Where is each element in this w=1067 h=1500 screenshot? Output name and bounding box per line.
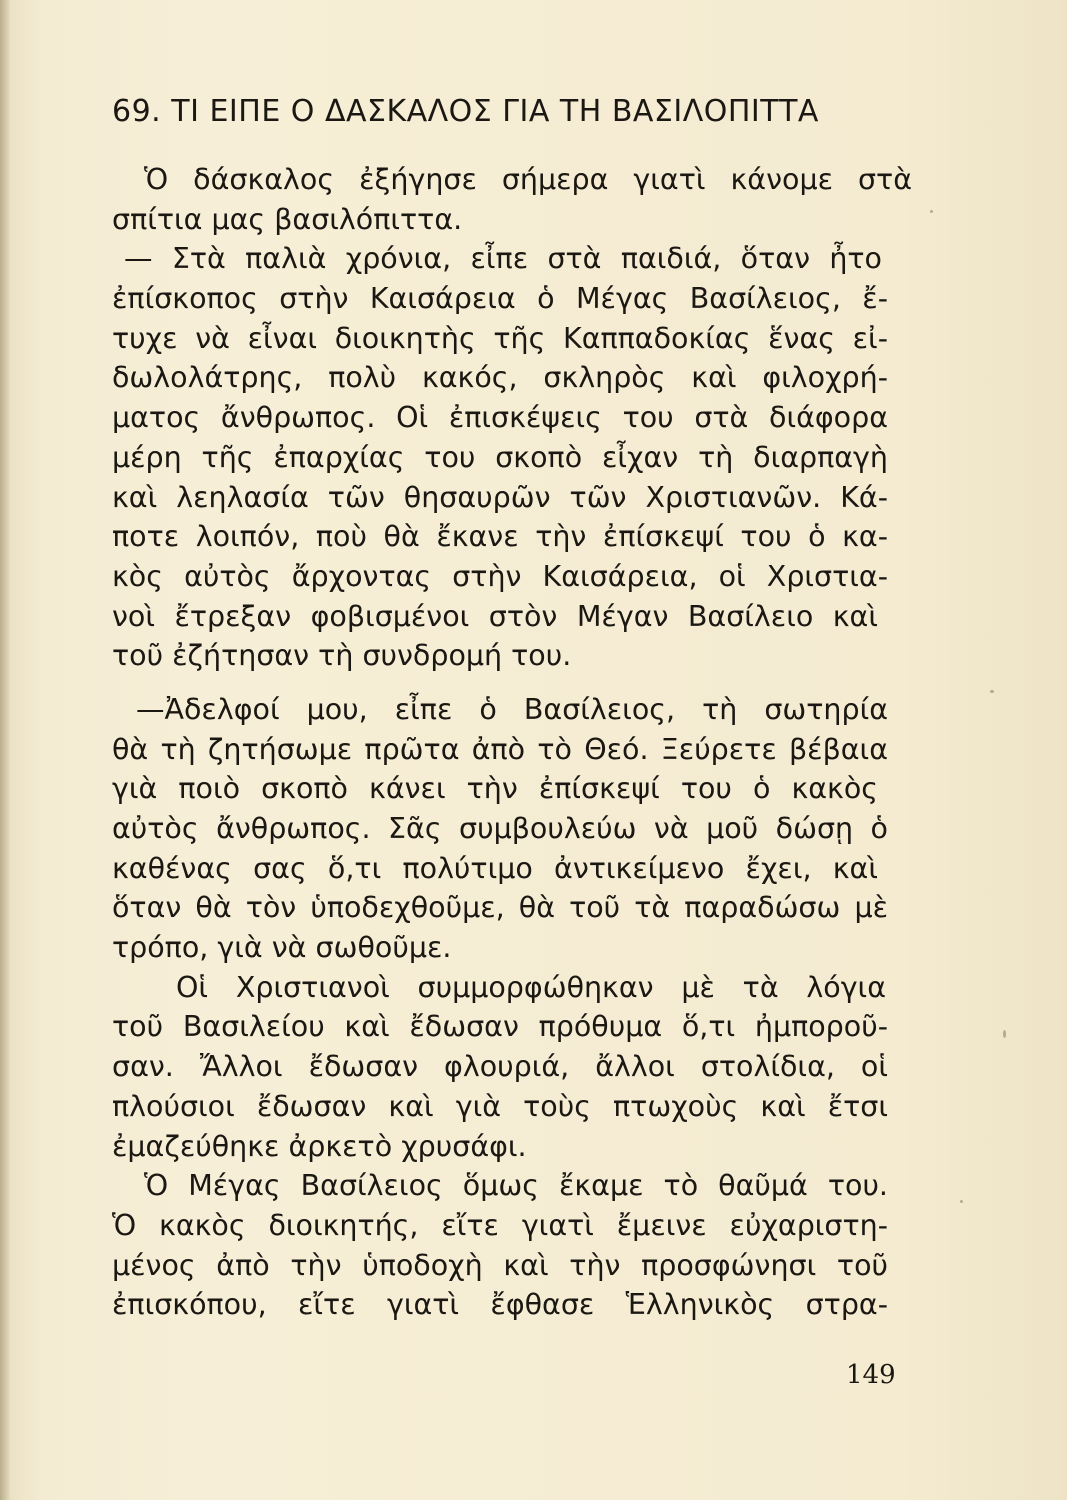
chapter-title: 69. ΤΙ ΕΙΠΕ Ο ΔΑΣΚΑΛΟΣ ΓΙΑ ΤΗ ΒΑΣΙΛΟΠΙΤΤΑ — [112, 94, 819, 129]
text-line: μένος ἀπὸ τὴν ὑποδοχὴ καὶ τὴν προσφώνησι τοῦ — [112, 1248, 888, 1282]
paper-speck — [990, 690, 994, 693]
text-line: σπίτια μας βασιλόπιττα. — [112, 202, 463, 236]
text-line: πλούσιοι ἔδωσαν καὶ γιὰ τοὺς πτωχοὺς καὶ ἔτσι — [112, 1089, 888, 1123]
text-line: ἐπισκόπου, εἴτε γιατὶ ἔφθασε Ἑλληνικὸς στρα- — [112, 1288, 888, 1322]
paper-speck — [960, 1200, 963, 1203]
text-line: Ὁ κακὸς διοικητής, εἴτε γιατὶ ἔμεινε εὐχαριστη- — [112, 1208, 888, 1242]
text-line: ἐπίσκοπος στὴν Καισάρεια ὁ Μέγας Βασίλειος, ἔ- — [112, 282, 888, 316]
body-text — [112, 160, 912, 1325]
text-line: δωλολάτρης, πολὺ κακός, σκληρὸς καὶ φιλοχρή- — [112, 361, 888, 395]
text-line: αὐτὸς ἄνθρωπος. Σᾶς συμβουλεύω νὰ μοῦ δώσῃ ὁ — [112, 812, 888, 845]
paper-speck — [1003, 1030, 1006, 1038]
text-line: τοῦ Βασιλείου καὶ ἔδωσαν πρόθυμα ὅ,τι ἠμποροῦ- — [112, 1010, 888, 1044]
text-line: —Ἀδελφοί μου, εἶπε ὁ Βασίλειος, τὴ σωτηρία — [136, 692, 888, 726]
text-line: — Στὰ παλιὰ χρόνια, εἶπε στὰ παιδιά, ὅταν ἦτο — [124, 242, 882, 276]
page-spine-shadow — [0, 0, 10, 1500]
text-line: νοὶ ἔτρεξαν φοβισμένοι στὸν Μέγαν Βασίλειο καὶ — [112, 599, 878, 633]
text-line: γιὰ ποιὸ σκοπὸ κάνει τὴν ἐπίσκεψί του ὁ κακὸς — [112, 772, 878, 806]
text-line: καθένας σας ὅ,τι πολύτιμο ἀντικείμενο ἔχει, καὶ — [112, 851, 878, 885]
text-line: Ὁ δάσκαλος ἐξήγησε σήμερα γιατὶ κάνομε στὰ — [144, 163, 912, 196]
text-line: μέρη τῆς ἐπαρχίας του σκοπὸ εἶχαν τὴ διαρπαγὴ — [112, 440, 888, 474]
text-line: τοῦ ἐζήτησαν τὴ συνδρομή του. — [112, 639, 572, 673]
text-line: τρόπο, γιὰ νὰ σωθοῦμε. — [112, 931, 452, 965]
text-line: καὶ λεηλασία τῶν θησαυρῶν τῶν Χριστιανῶν. Κά- — [112, 480, 888, 514]
text-line: τυχε νὰ εἶναι διοικητὴς τῆς Καππαδοκίας ἕνας εἰ- — [112, 321, 888, 355]
text-line: Οἱ Χριστιανοὶ συμμορφώθηκαν μὲ τὰ λόγια — [176, 970, 886, 1004]
text-line: σαν. Ἄλλοι ἔδωσαν φλουριά, ἄλλοι στολίδια, οἱ — [112, 1050, 888, 1084]
text-line: ποτε λοιπόν, ποὺ θὰ ἔκανε τὴν ἐπίσκεψί του ὁ κα- — [112, 520, 888, 554]
paper-speck — [930, 210, 933, 213]
text-line: ἐμαζεύθηκε ἀρκετὸ χρυσάφι. — [112, 1129, 527, 1163]
text-line: κὸς αὐτὸς ἄρχοντας στὴν Καισάρεια, οἱ Χριστια- — [112, 559, 888, 593]
text-line: θὰ τὴ ζητήσωμε πρῶτα ἀπὸ τὸ Θεό. Ξεύρετε βέβαια — [112, 732, 888, 766]
text-line: ὅταν θὰ τὸν ὑποδεχθοῦμε, θὰ τοῦ τὰ παραδώσω μὲ — [112, 891, 888, 925]
text-line: ματος ἄνθρωπος. Οἱ ἐπισκέψεις του στὰ διάφορα — [112, 401, 888, 435]
text-line: Ὁ Μέγας Βασίλειος ὅμως ἔκαμε τὸ θαῦμά του. — [144, 1169, 888, 1203]
page-number: 149 — [846, 1360, 896, 1390]
